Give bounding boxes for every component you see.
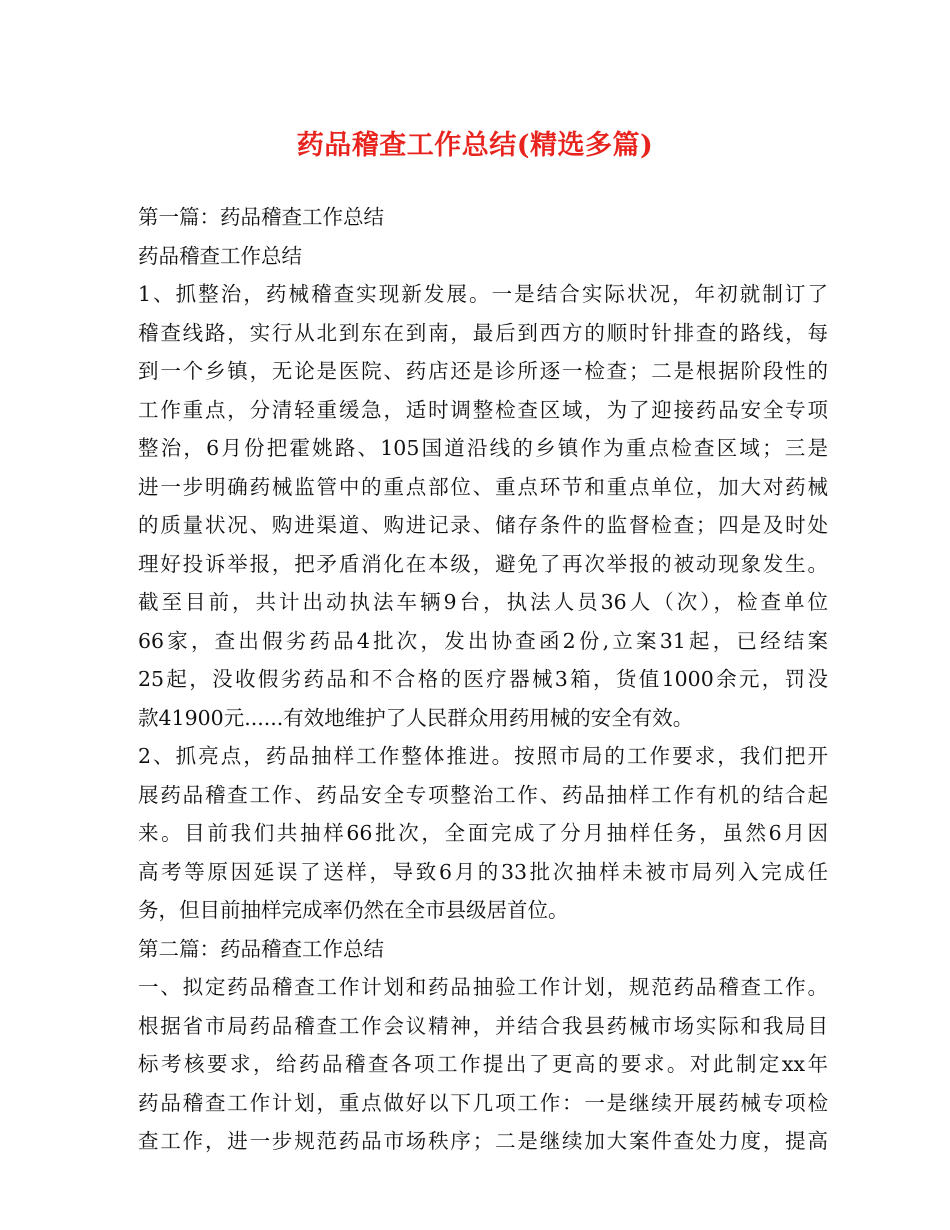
paragraph-line: 来。目前我们共抽样66批次，全面完成了分月抽样任务，虽然6月因 bbox=[138, 821, 828, 845]
paragraph-line: 药品稽查工作计划，重点做好以下几项工作：一是继续开展药械专项检 bbox=[138, 1090, 828, 1115]
paragraph-line: 66家，查出假劣药品4批次，发出协查函2份,立案31起，已经结案 bbox=[138, 628, 828, 653]
paragraph-line: 标考核要求，给药品稽查各项工作提出了更高的要求。对此制定xx年 bbox=[138, 1052, 828, 1076]
paragraph-line: 查工作，进一步规范药品市场秩序；二是继续加大案件查处力度，提高 bbox=[138, 1129, 828, 1153]
paragraph-line: 高考等原因延误了送样，导致6月的33批次抽样未被市局列入完成任 bbox=[138, 859, 828, 884]
paragraph-line: 一、拟定药品稽查工作计划和药品抽验工作计划，规范药品稽查工作。 bbox=[138, 975, 828, 999]
paragraph-line: 第二篇：药品稽查工作总结 bbox=[138, 936, 384, 961]
paragraph-line: 第一篇：药品稽查工作总结 bbox=[138, 205, 384, 229]
paragraph-line: 截至目前，共计出动执法车辆9台，执法人员36人（次），检查单位 bbox=[138, 590, 828, 614]
paragraph-line: 1、抓整治，药械稽查实现新发展。一是结合实际状况，年初就制订了 bbox=[138, 282, 828, 306]
paragraph-line: 2、抓亮点，药品抽样工作整体推进。按照市局的工作要求，我们把开 bbox=[138, 744, 828, 768]
paragraph-line: 进一步明确药械监管中的重点部位、重点环节和重点单位，加大对药械 bbox=[138, 474, 828, 499]
paragraph-line: 的质量状况、购进渠道、购进记录、储存条件的监督检查；四是及时处 bbox=[138, 513, 828, 537]
paragraph-line: 药品稽查工作总结 bbox=[138, 243, 302, 268]
document-body bbox=[138, 198, 828, 1161]
paragraph-line: 根据省市局药品稽查工作会议精神，并结合我县药械市场实际和我局目 bbox=[138, 1013, 828, 1038]
paragraph-line: 款41900元......有效地维护了人民群众用药用械的安全有效。 bbox=[138, 705, 694, 730]
paragraph-line: 到一个乡镇，无论是医院、药店还是诊所逐一检查；二是根据阶段性的 bbox=[138, 359, 828, 383]
paragraph-line: 展药品稽查工作、药品安全专项整治工作、药品抽样工作有机的结合起 bbox=[138, 782, 828, 807]
document-title: 药品稽查工作总结(精选多篇) bbox=[296, 130, 654, 161]
paragraph-line: 25起，没收假劣药品和不合格的医疗器械3箱，货值1000余元，罚没 bbox=[138, 667, 828, 691]
paragraph-line: 稽查线路，实行从北到东在到南，最后到西方的顺时针排查的路线，每 bbox=[138, 320, 828, 345]
paragraph-line: 整治，6月份把霍姚路、105国道沿线的乡镇作为重点检查区域；三是 bbox=[138, 436, 828, 460]
paragraph-line: 工作重点，分清轻重缓急，适时调整检查区域，为了迎接药品安全专项 bbox=[138, 397, 828, 422]
paragraph-line: 理好投诉举报，把矛盾消化在本级，避免了再次举报的被动现象发生。 bbox=[138, 551, 828, 576]
paragraph-line: 务，但目前抽样完成率仍然在全市县级居首位。 bbox=[138, 898, 569, 922]
